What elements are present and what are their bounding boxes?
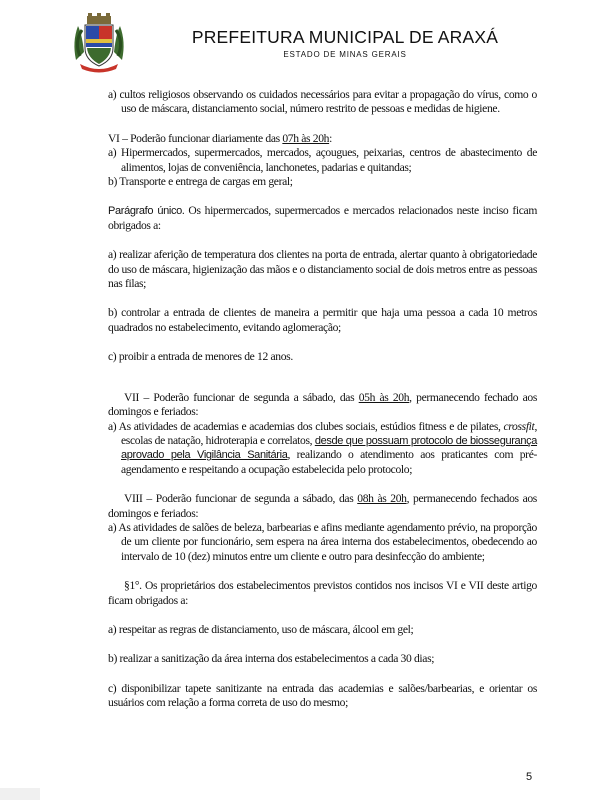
inciso-viii-rest: , permanecendo fechados aos domingos e feriados: (108, 492, 537, 520)
document-body (108, 88, 537, 711)
paragraph-entry-control: b) controlar a entrada de clientes de maneira a permitir que haja uma pessoa a cada 10 metros quadrados no estabelecimento, evitando aglomeração; (108, 306, 537, 334)
paragraph-salons: a) As atividades de salões de beleza, barbearias e afins mediante agendamento prévio, na proporção de um cliente por funcionário, sem espera na área interna dos estabelecimentos, obedecendo ao intervalo de 10 (dez) minutos entre um cliente e outro para desinfecção do ambiente; (108, 520, 537, 563)
inciso-vii-rest: , permanecendo fechado aos domingos e feriados: (108, 390, 538, 419)
paragraph-religious-worship: a) cultos religiosos observando os cuidados necessários para evitar a propagação do vírus, como o uso de máscara, distanciamento social, número restrito de pessoas e medidas de higiene. (108, 88, 537, 116)
inciso-vi-hours: 07h às 20h (282, 131, 330, 145)
municipal-coat-of-arms-icon (70, 12, 128, 74)
paragraph-distancing: a) respeitar as regras de distanciamento, uso de máscara, álcool em gel; (108, 622, 414, 636)
paragraph-gyms (108, 420, 537, 478)
paragraph-temperature: a) realizar aferição de temperatura dos clientes na porta de entrada, alertar quanto à obrigatoriedade do uso de máscara, higienização das mãos e o distanciamento social de dois metros entre as pessoas nas filas; (108, 248, 537, 291)
gyms-crossfit: crossfit (503, 419, 535, 433)
gyms-text-2: , escolas de natação, hidroterapia e correlatos, (121, 419, 537, 447)
paragraph-cargo: b) Transporte e entrega de cargas em geral; (108, 175, 293, 189)
gyms-protocol-requirement: desde que possuam protocolo de biossegurança aprovado pela Vigilância Sanitária (121, 434, 538, 462)
paragraph-inciso-viii (108, 492, 537, 521)
inciso-vi-text: VI – Poderão funcionar diariamente das (108, 131, 283, 145)
paragraph-inciso-vi (108, 132, 537, 146)
paragraph-supermarkets: a) Hipermercados, supermercados, mercados, açougues, peixarias, centros de abastecimento de alimentos, lojas de conveniência, lanchonetes, padarias e quitandas; (108, 146, 537, 174)
inciso-vii-hours: 05h às 20h (358, 390, 410, 404)
page-header (0, 0, 608, 80)
paragraph-section-1: §1°. Os proprietários dos estabelecimentos previstos contidos nos incisos VI e VII deste artigo ficam obrigados a: (108, 579, 537, 607)
paragrafo-unico-text: . Os hipermercados, supermercados e mercados relacionados neste inciso ficam obrigados a: (108, 204, 537, 232)
inciso-viii-text: VIII – Poderão funcionar de segunda a sábado, das (124, 492, 358, 506)
page-number: 5 (526, 771, 533, 783)
paragraph-sanitization: b) realizar a sanitização da área interna dos estabelecimentos a cada 30 dias; (108, 652, 435, 666)
inciso-viii-hours: 08h às 20h (357, 492, 407, 506)
paragraph-minors: c) proibir a entrada de menores de 12 anos. (108, 350, 293, 364)
page-title: PREFEITURA MUNICIPAL DE ARAXÁ (191, 27, 499, 47)
inciso-vii-text: VII – Poderão funcionar de segunda a sábado, das (124, 390, 359, 404)
paragraph-sanitizing-mat: c) disponibilizar tapete sanitizante na entrada das academias e salões/barbearias, e orientar os usuários com relação a forma correta de uso do mesmo; (108, 681, 537, 710)
paragrafo-unico-label: Parágrafo único (108, 205, 182, 218)
page-corner-mark (0, 788, 40, 800)
gyms-text-1: a) As atividades de academias e academias dos clubes sociais, estúdios fitness e de pilates, (108, 419, 504, 433)
paragraph-paragrafo-unico (108, 204, 537, 233)
inciso-vi-colon: : (329, 131, 332, 145)
page-subtitle: ESTADO DE MINAS GERAIS (283, 50, 407, 59)
paragraph-inciso-vii (108, 391, 537, 420)
gyms-text-3: , realizando o atendimento aos praticantes com pré-agendamento e respeitando a ocupação estabelecida pelo protocolo; (121, 448, 538, 476)
